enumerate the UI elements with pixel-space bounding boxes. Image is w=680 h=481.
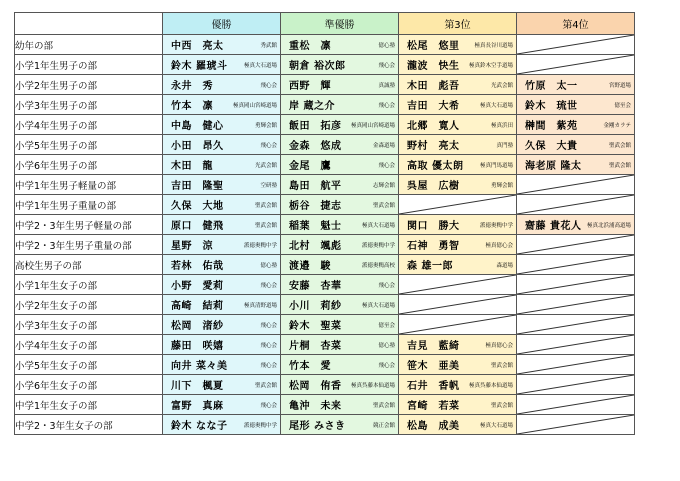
table-row: [15, 35, 635, 55]
table-row: [15, 295, 635, 315]
place-3-cell: [399, 375, 517, 395]
dojo-name: 派徳奥鴨高校: [361, 262, 395, 269]
competitor-name: 高崎 結莉: [171, 301, 224, 312]
division-name: 小学1年生男子の部: [15, 55, 163, 75]
place-1-cell: [163, 335, 281, 355]
dojo-name: 聖武会館: [254, 382, 277, 389]
competitor-name: 宮崎 若菜: [407, 401, 460, 412]
competitor-name: 高取 優太朗: [407, 161, 464, 172]
dojo-name: 億心塾: [378, 42, 395, 49]
header-first-place: 優勝: [163, 13, 281, 35]
competitor-name: 竹本 凛: [171, 101, 213, 112]
competitor-name: 北郷 寛人: [407, 121, 460, 132]
empty-slot: [517, 395, 635, 415]
empty-slot: [517, 335, 635, 355]
dojo-name: 極真浜田: [490, 122, 513, 129]
dojo-name: 聖武会館: [608, 162, 631, 169]
empty-slot: [517, 175, 635, 195]
division-name: 小学4年生男子の部: [15, 115, 163, 135]
table-row: [15, 155, 635, 175]
place-2-cell: [281, 55, 399, 75]
dojo-name: 光武会館: [490, 82, 513, 89]
empty-slot: [399, 195, 517, 215]
diagonal-slash: [517, 55, 634, 74]
place-3-cell: [399, 235, 517, 255]
empty-slot: [517, 35, 635, 55]
place-3-cell: [399, 35, 517, 55]
diagonal-slash: [517, 335, 634, 354]
dojo-name: 飛心会: [260, 282, 277, 289]
table-row: [15, 115, 635, 135]
place-3-cell: [399, 415, 517, 435]
dojo-name: 森道場: [496, 262, 513, 269]
table-row: [15, 95, 635, 115]
dojo-name: 派徳奥鴨中学: [243, 422, 277, 429]
place-3-cell: [399, 335, 517, 355]
empty-slot: [517, 235, 635, 255]
competitor-name: 齋藤 貴花人: [525, 221, 582, 232]
table-row: [15, 75, 635, 95]
division-name: 小学6年生女子の部: [15, 375, 163, 395]
place-1-cell: [163, 35, 281, 55]
place-3-cell: [399, 135, 517, 155]
table-row: [15, 135, 635, 155]
dojo-name: 極真大石道場: [361, 302, 395, 309]
header-second-place: 準優勝: [281, 13, 399, 35]
table-row: [15, 255, 635, 275]
competitor-name: 石井 香帆: [407, 381, 460, 392]
competitor-name: 渡邉 駿: [289, 261, 331, 272]
dojo-name: 聖武会館: [254, 222, 277, 229]
empty-slot: [399, 315, 517, 335]
competitor-name: 瀧波 快生: [407, 61, 460, 72]
dojo-name: 飛心会: [260, 322, 277, 329]
dojo-name: 聖武会館: [372, 202, 395, 209]
place-2-cell: [281, 375, 399, 395]
competitor-name: 小田 昂久: [171, 141, 224, 152]
diagonal-slash: [517, 355, 634, 374]
competitor-name: 藤田 咲嬉: [171, 341, 224, 352]
table-row: [15, 215, 635, 235]
dojo-name: 極真億心会: [485, 242, 513, 249]
competitor-name: 竹本 愛: [289, 361, 331, 372]
diagonal-slash: [399, 195, 516, 214]
dojo-name: 飛心会: [260, 142, 277, 149]
division-name: 小学3年生女子の部: [15, 315, 163, 335]
dojo-name: 極真鈴木空手道場: [468, 62, 513, 69]
dojo-name: 極真大石道場: [479, 102, 513, 109]
competitor-name: 鈴木 聖菜: [289, 321, 342, 332]
place-2-cell: [281, 275, 399, 295]
dojo-name: 極真大石道場: [243, 62, 277, 69]
place-4-cell: [517, 115, 635, 135]
empty-slot: [517, 275, 635, 295]
diagonal-slash: [517, 35, 634, 54]
place-2-cell: [281, 155, 399, 175]
place-2-cell: [281, 335, 399, 355]
diagonal-slash: [517, 275, 634, 294]
competitor-name: 朝倉 裕次郎: [289, 61, 346, 72]
table-row: [15, 415, 635, 435]
dojo-name: 志輝会館: [372, 182, 395, 189]
dojo-name: 聖武会館: [372, 402, 395, 409]
competitor-name: 木田 彪吾: [407, 81, 460, 92]
place-3-cell: [399, 55, 517, 75]
competitor-name: 松岡 渚紗: [171, 321, 224, 332]
competitor-name: 鈴木 琉世: [525, 101, 578, 112]
competitor-name: 吉見 藍綺: [407, 341, 460, 352]
place-4-cell: [517, 135, 635, 155]
division-name: 中学1年生男子軽量の部: [15, 175, 163, 195]
place-2-cell: [281, 95, 399, 115]
competitor-name: 笹木 亜美: [407, 361, 460, 372]
place-1-cell: [163, 215, 281, 235]
competitor-name: 若林 佑哉: [171, 261, 224, 272]
place-2-cell: [281, 215, 399, 235]
competitor-name: 松尾 悠里: [407, 41, 460, 52]
diagonal-slash: [517, 395, 634, 414]
competitor-name: 片桐 杏菜: [289, 341, 342, 352]
dojo-name: 勇輝会館: [490, 182, 513, 189]
competitor-name: 森 雄一郎: [407, 261, 453, 272]
place-2-cell: [281, 235, 399, 255]
competitor-name: 栃谷 捷志: [289, 201, 342, 212]
dojo-name: 極真大石道場: [361, 222, 395, 229]
place-1-cell: [163, 75, 281, 95]
place-2-cell: [281, 175, 399, 195]
empty-slot: [517, 255, 635, 275]
empty-slot: [517, 295, 635, 315]
dojo-name: 派徳奥鴨中学: [361, 242, 395, 249]
dojo-name: 飛心会: [378, 162, 395, 169]
table-row: [15, 315, 635, 335]
dojo-name: 極真呉藤本仙道場: [350, 382, 395, 389]
competitor-name: 木田 龍: [171, 161, 213, 172]
dojo-name: 極真大石道場: [479, 422, 513, 429]
place-2-cell: [281, 415, 399, 435]
dojo-name: 秀武館: [260, 42, 277, 49]
place-1-cell: [163, 255, 281, 275]
place-3-cell: [399, 395, 517, 415]
competitor-name: 金尾 鷹: [289, 161, 331, 172]
place-2-cell: [281, 195, 399, 215]
dojo-name: 億至会: [614, 102, 631, 109]
place-3-cell: [399, 215, 517, 235]
place-3-cell: [399, 155, 517, 175]
division-name: 小学1年生女子の部: [15, 275, 163, 295]
dojo-name: 飛心会: [378, 282, 395, 289]
place-4-cell: [517, 75, 635, 95]
place-2-cell: [281, 75, 399, 95]
place-1-cell: [163, 135, 281, 155]
competitor-name: 重松 凛: [289, 41, 331, 52]
dojo-name: 飛心会: [260, 82, 277, 89]
division-name: 中学2・3年生男子重量の部: [15, 235, 163, 255]
diagonal-slash: [517, 175, 634, 194]
competitor-name: 久保 大地: [171, 201, 224, 212]
diagonal-slash: [517, 255, 634, 274]
table-row: [15, 335, 635, 355]
place-4-cell: [517, 155, 635, 175]
place-1-cell: [163, 275, 281, 295]
division-name: 小学6年生男子の部: [15, 155, 163, 175]
division-name: 中学2・3年生男子軽量の部: [15, 215, 163, 235]
division-name: 小学2年生男子の部: [15, 75, 163, 95]
place-1-cell: [163, 375, 281, 395]
diagonal-slash: [399, 315, 516, 334]
competitor-name: 吉田 大希: [407, 101, 460, 112]
dojo-name: 極真長谷川道場: [474, 42, 513, 49]
competitor-name: 亀沖 未来: [289, 401, 342, 412]
competitor-name: 永井 秀: [171, 81, 213, 92]
place-3-cell: [399, 95, 517, 115]
empty-slot: [517, 415, 635, 435]
table-row: [15, 275, 635, 295]
empty-slot: [399, 295, 517, 315]
table-row: [15, 235, 635, 255]
place-1-cell: [163, 155, 281, 175]
empty-slot: [517, 195, 635, 215]
competitor-name: 島田 航平: [289, 181, 342, 192]
competitor-name: 松島 成美: [407, 421, 460, 432]
empty-slot: [517, 355, 635, 375]
competitor-name: 星野 涼: [171, 241, 213, 252]
place-3-cell: [399, 115, 517, 135]
dojo-name: 光武会館: [254, 162, 277, 169]
place-1-cell: [163, 95, 281, 115]
empty-slot: [517, 55, 635, 75]
competitor-name: 小野 愛莉: [171, 281, 224, 292]
dojo-name: 極真呉藤本仙道場: [468, 382, 513, 389]
dojo-name: 派徳奥鴨中学: [479, 222, 513, 229]
place-1-cell: [163, 195, 281, 215]
place-2-cell: [281, 255, 399, 275]
dojo-name: 勇輝会館: [254, 122, 277, 129]
dojo-name: 宮野道場: [608, 82, 631, 89]
dojo-name: 極真億心会: [485, 342, 513, 349]
place-1-cell: [163, 115, 281, 135]
dojo-name: 飛心会: [260, 362, 277, 369]
header-row: [15, 13, 635, 35]
empty-slot: [517, 315, 635, 335]
place-3-cell: [399, 355, 517, 375]
competitor-name: 中西 亮太: [171, 41, 224, 52]
place-2-cell: [281, 135, 399, 155]
dojo-name: 真門塾: [496, 142, 513, 149]
competitor-name: 海老原 隆太: [525, 161, 582, 172]
dojo-name: 聖武会館: [490, 402, 513, 409]
dojo-name: 金森道場: [372, 142, 395, 149]
division-name: 中学1年生男子重量の部: [15, 195, 163, 215]
place-2-cell: [281, 35, 399, 55]
dojo-name: 空研塾: [260, 182, 277, 189]
dojo-name: 飛心会: [378, 62, 395, 69]
competitor-name: 金森 悠成: [289, 141, 342, 152]
competitor-name: 尾形 みさき: [289, 421, 346, 432]
place-3-cell: [399, 75, 517, 95]
competitor-name: 榊間 紫苑: [525, 121, 578, 132]
table-row: [15, 355, 635, 375]
competitor-name: 安藤 杏華: [289, 281, 342, 292]
place-2-cell: [281, 355, 399, 375]
dojo-name: 金剛カラテ: [603, 122, 631, 129]
dojo-name: 極真岡山宮崎道場: [232, 102, 277, 109]
table-row: [15, 195, 635, 215]
competitor-name: 石神 勇智: [407, 241, 460, 252]
competitor-name: 吉田 隆聖: [171, 181, 224, 192]
division-name: 高校生男子の部: [15, 255, 163, 275]
competitor-name: 鈴木 なな子: [171, 421, 228, 432]
division-name: 小学2年生女子の部: [15, 295, 163, 315]
dojo-name: 飛心会: [260, 402, 277, 409]
place-2-cell: [281, 115, 399, 135]
diagonal-slash: [399, 295, 516, 314]
competitor-name: 川下 楓夏: [171, 381, 224, 392]
competitor-name: 西野 輝: [289, 81, 331, 92]
diagonal-slash: [399, 275, 516, 294]
place-4-cell: [517, 215, 635, 235]
diagonal-slash: [517, 295, 634, 314]
division-name: 中学1年生女子の部: [15, 395, 163, 415]
competitor-name: 竹原 太一: [525, 81, 578, 92]
dojo-name: 極真岡山宮崎道場: [350, 122, 395, 129]
competitor-name: 飯田 拓彦: [289, 121, 342, 132]
competitor-name: 富野 真麻: [171, 401, 224, 412]
diagonal-slash: [517, 375, 634, 394]
competitor-name: 小川 莉紗: [289, 301, 342, 312]
division-name: 小学5年生女子の部: [15, 355, 163, 375]
competitor-name: 野村 亮太: [407, 141, 460, 152]
results-table: [14, 12, 635, 435]
dojo-name: 億心塾: [260, 262, 277, 269]
place-3-cell: [399, 175, 517, 195]
place-1-cell: [163, 315, 281, 335]
diagonal-slash: [517, 235, 634, 254]
competitor-name: 呉屋 広樹: [407, 181, 460, 192]
dojo-name: 聖武会館: [608, 142, 631, 149]
competitor-name: 稲葉 魁士: [289, 221, 342, 232]
diagonal-slash: [517, 195, 634, 214]
dojo-name: 極真門馬道場: [479, 162, 513, 169]
competitor-name: 中島 健心: [171, 121, 224, 132]
dojo-name: 飛心会: [378, 362, 395, 369]
diagonal-slash: [517, 315, 634, 334]
header-fourth-place: 第4位: [517, 13, 635, 35]
division-name: 小学5年生男子の部: [15, 135, 163, 155]
division-name: 幼年の部: [15, 35, 163, 55]
empty-slot: [517, 375, 635, 395]
table-row: [15, 55, 635, 75]
place-1-cell: [163, 415, 281, 435]
dojo-name: 派徳奥鴨中学: [243, 242, 277, 249]
dojo-name: 聖武会館: [254, 202, 277, 209]
dojo-name: 飛心会: [378, 102, 395, 109]
diagonal-slash: [517, 415, 634, 434]
competitor-name: 久保 大貴: [525, 141, 578, 152]
division-name: 中学2・3年生女子の部: [15, 415, 163, 435]
competitor-name: 北村 颯彪: [289, 241, 342, 252]
dojo-name: 億心塾: [378, 342, 395, 349]
place-1-cell: [163, 235, 281, 255]
place-1-cell: [163, 55, 281, 75]
competitor-name: 鈴木 羅琥斗: [171, 61, 228, 72]
place-1-cell: [163, 295, 281, 315]
competitor-name: 岸 蔵之介: [289, 101, 335, 112]
place-1-cell: [163, 175, 281, 195]
competitor-name: 松岡 侑香: [289, 381, 342, 392]
dojo-name: 極真清野道場: [243, 302, 277, 309]
place-2-cell: [281, 295, 399, 315]
table-row: [15, 375, 635, 395]
table-row: [15, 175, 635, 195]
division-name: 小学4年生女子の部: [15, 335, 163, 355]
place-2-cell: [281, 395, 399, 415]
dojo-name: 億至会: [378, 322, 395, 329]
place-4-cell: [517, 95, 635, 115]
competitor-name: 関口 勝大: [407, 221, 460, 232]
place-1-cell: [163, 395, 281, 415]
dojo-name: 極真北浜浦高道場: [586, 222, 631, 229]
empty-slot: [399, 275, 517, 295]
dojo-name: 聖武会館: [490, 362, 513, 369]
table-row: [15, 395, 635, 415]
header-category: [15, 13, 163, 35]
division-name: 小学3年生男子の部: [15, 95, 163, 115]
competitor-name: 向井 菜々美: [171, 361, 228, 372]
dojo-name: 飛心会: [260, 342, 277, 349]
dojo-name: 競正会館: [372, 422, 395, 429]
header-third-place: 第3位: [399, 13, 517, 35]
dojo-name: 真誠塾: [378, 82, 395, 89]
place-2-cell: [281, 315, 399, 335]
place-1-cell: [163, 355, 281, 375]
place-3-cell: [399, 255, 517, 275]
competitor-name: 原口 健飛: [171, 221, 224, 232]
